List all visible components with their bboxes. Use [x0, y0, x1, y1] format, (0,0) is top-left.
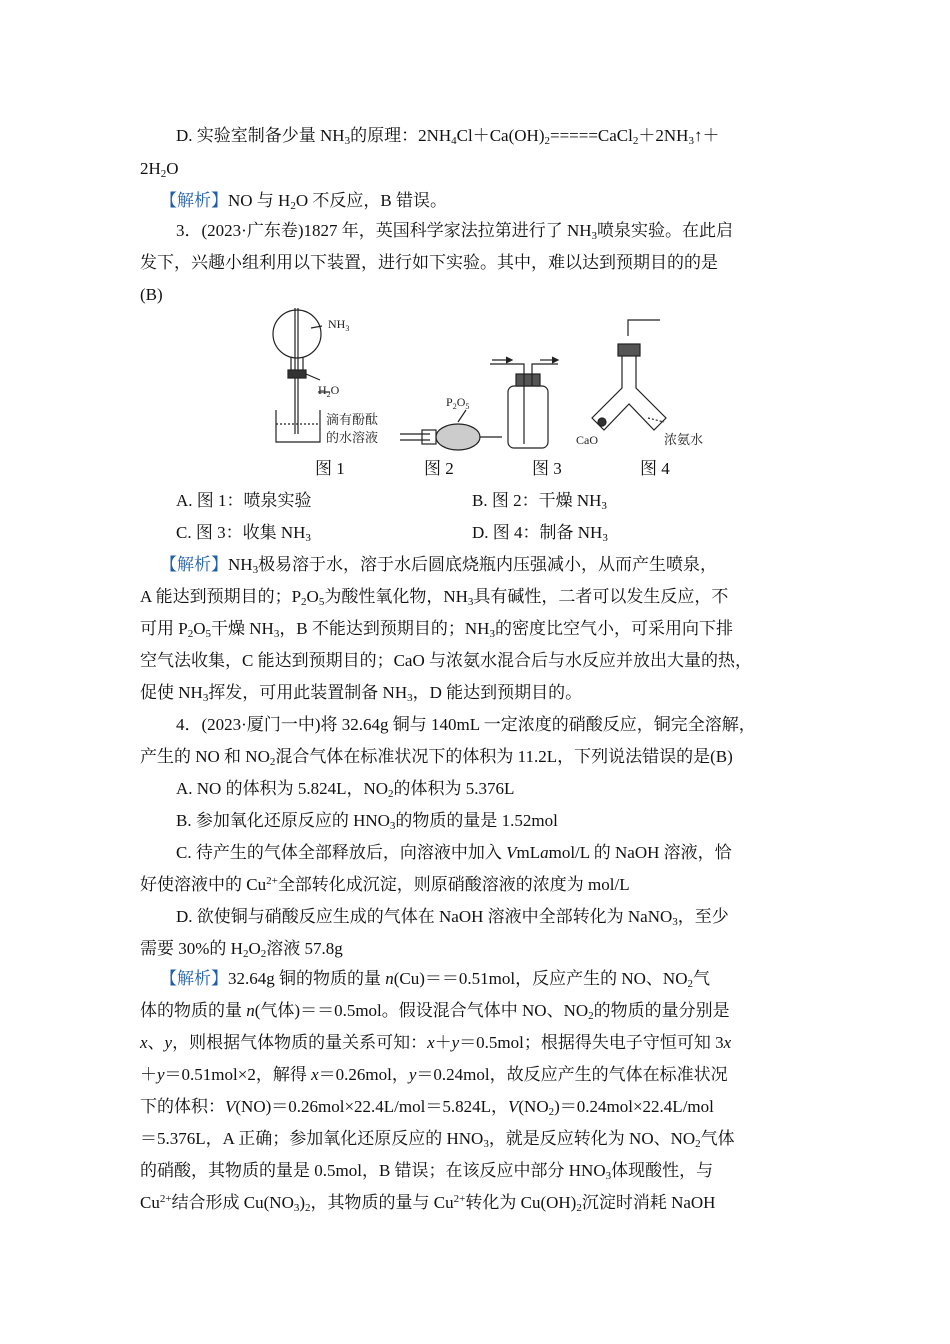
q4-analysis-3: x、y，则根据气体物质的量关系可知：x＋y＝0.5mol；根据得失电子守恒可知 3x — [140, 1033, 732, 1052]
q3-analysis-1: 【解析】$NH_3$极易溶于水，溶于水后圆底烧瓶内压强减小，从而产生喷泉， — [160, 555, 718, 576]
q3-option-a: A. 图 1：喷泉实验 — [176, 491, 312, 510]
fig4-ammonia-label: 浓氨水 — [664, 432, 704, 447]
q4-option-d-cont: 需要 30%的 $H_2O_2$溶液 57.8g — [140, 939, 343, 960]
q3-analysis-2: A 能达到预期目的；$P_2O_5$为酸性氧化物，$NH_3$具有碱性，二者可以发生反应，不 — [140, 587, 729, 608]
q3-stem-1: 3．(2023·广东卷)1827 年，英国科学家法拉第进行了 $NH_3$喷泉实验。在此启 — [176, 221, 734, 242]
apparatus-figures — [262, 306, 722, 452]
fig-label-4: 图 4 — [640, 459, 670, 478]
fig-label-1: 图 1 — [315, 459, 345, 478]
fig4-y-tube — [576, 320, 703, 447]
fig1-solution-label-2: 的水溶液 — [326, 430, 379, 445]
q3-option-d: D. 图 4：制备 $NH_3$ — [472, 523, 608, 544]
fig2-p2o5-label: $P_2O_5$ — [446, 395, 470, 411]
fig-label-2: 图 2 — [424, 459, 454, 478]
q3-answer: (B) — [140, 285, 163, 304]
fig4-cao-label: CaO — [576, 433, 598, 447]
q4-analysis-8: $Cu^{2+}$结合形成 $Cu(NO_3)_2$，其物质的量与 $Cu^{2+}$转化为 $Cu(OH)_2$沉淀时消耗 NaOH — [140, 1193, 716, 1214]
q2-option-d-cont: $2H_2O$ — [140, 159, 179, 180]
q3-option-b: B. 图 2：干燥 $NH_3$ — [472, 491, 607, 512]
q4-option-b: B. 参加氧化还原反应的 $HNO_3$的物质的量是 1.52mol — [176, 811, 558, 832]
q4-analysis-6: ＝5.376L，A 正确；参加氧化还原反应的 $HNO_3$，就是反应转化为 NO、$NO_2$气体 — [140, 1129, 735, 1150]
fig2-drying-tube — [400, 395, 502, 450]
q3-stem-2: 发下，兴趣小组利用以下装置，进行如下实验。其中，难以达到预期目的的是 — [140, 253, 718, 272]
q3-option-c: C. 图 3：收集 $NH_3$ — [176, 523, 311, 544]
q4-analysis-2: 体的物质的量 n(气体)＝＝0.5mol。假设混合气体中 NO、$NO_2$的物质的量分别是 — [140, 1001, 730, 1022]
q4-option-a: A. NO 的体积为 5.824L，$NO_2$的体积为 5.376L — [176, 779, 515, 800]
q4-analysis-1: 【解析】32.64g 铜的物质的量 n(Cu)＝＝0.51mol，反应产生的 NO、$NO_2$气 — [160, 969, 710, 990]
fig1-fountain-apparatus — [273, 308, 378, 445]
q3-analysis-5: 促使 $NH_3$挥发，可用此装置制备 $NH_3$，D 能达到预期目的。 — [140, 683, 583, 704]
q4-stem-2: 产生的 NO 和 $NO_2$混合气体在标准状况下的体积为 11.2L，下列说法错误的是(B) — [140, 747, 733, 768]
q4-analysis-5: 下的体积：V(NO)＝0.26mol×22.4L/mol＝5.824L，$V(NO_2)=0.24mol\times 22.4L$/mol — [140, 1097, 714, 1118]
fig1-solution-label-1: 滴有酚酞 — [326, 412, 379, 427]
fig1-h2o-label: $H_2O$ — [318, 383, 340, 399]
q4-stem-1: 4．(2023·厦门一中)将 32.64g 铜与 140mL 一定浓度的硝酸反应，铜完全溶解， — [176, 715, 756, 734]
fig1-nh3-label: $NH_3$ — [328, 317, 350, 333]
q3-analysis-3: 可用 $P_2O_5$干燥 $NH_3$，B 不能达到预期目的；$NH_3$的密度比空气小，可采用向下排 — [140, 619, 733, 640]
q4-option-d: D. 欲使铜与硝酸反应生成的气体在 NaOH 溶液中全部转化为 NaNO$_3$，至少 — [176, 907, 729, 928]
fig-label-3: 图 3 — [532, 459, 562, 478]
q3-analysis-4: 空气法收集，C 能达到预期目的；CaO 与浓氨水混合后与水反应并放出大量的热， — [140, 651, 752, 670]
q4-option-c-cont: 好使溶液中的 $Cu^{2+}$全部转化成沉淀，则原硝酸溶液的浓度为 mol/L — [140, 875, 630, 894]
q4-option-c: C. 待产生的气体全部释放后，向溶液中加入 VmLamol/L 的 NaOH 溶液，恰 — [176, 843, 732, 862]
fig3-gas-bottle — [490, 357, 558, 448]
q4-analysis-4: ＋y＝0.51mol×2，解得 x＝0.26mol，y＝0.24mol，故反应产生的气体在标准状况 — [140, 1065, 728, 1084]
q4-analysis-7: 的硝酸，其物质的量是 0.5mol，B 错误；在该反应中部分 $HNO_3$体现酸性，与 — [140, 1161, 714, 1182]
q2-analysis: 【解析】NO 与 $H_2O$ 不反应，B 错误。 — [160, 191, 447, 212]
analysis-tag: 【解析】 — [160, 191, 228, 210]
q2-option-d: D. 实验室制备少量 $NH_3$的原理：$2NH_4Cl+Ca(OH)_2=====CaCl_2+2NH_3↑+$ — [176, 126, 720, 147]
